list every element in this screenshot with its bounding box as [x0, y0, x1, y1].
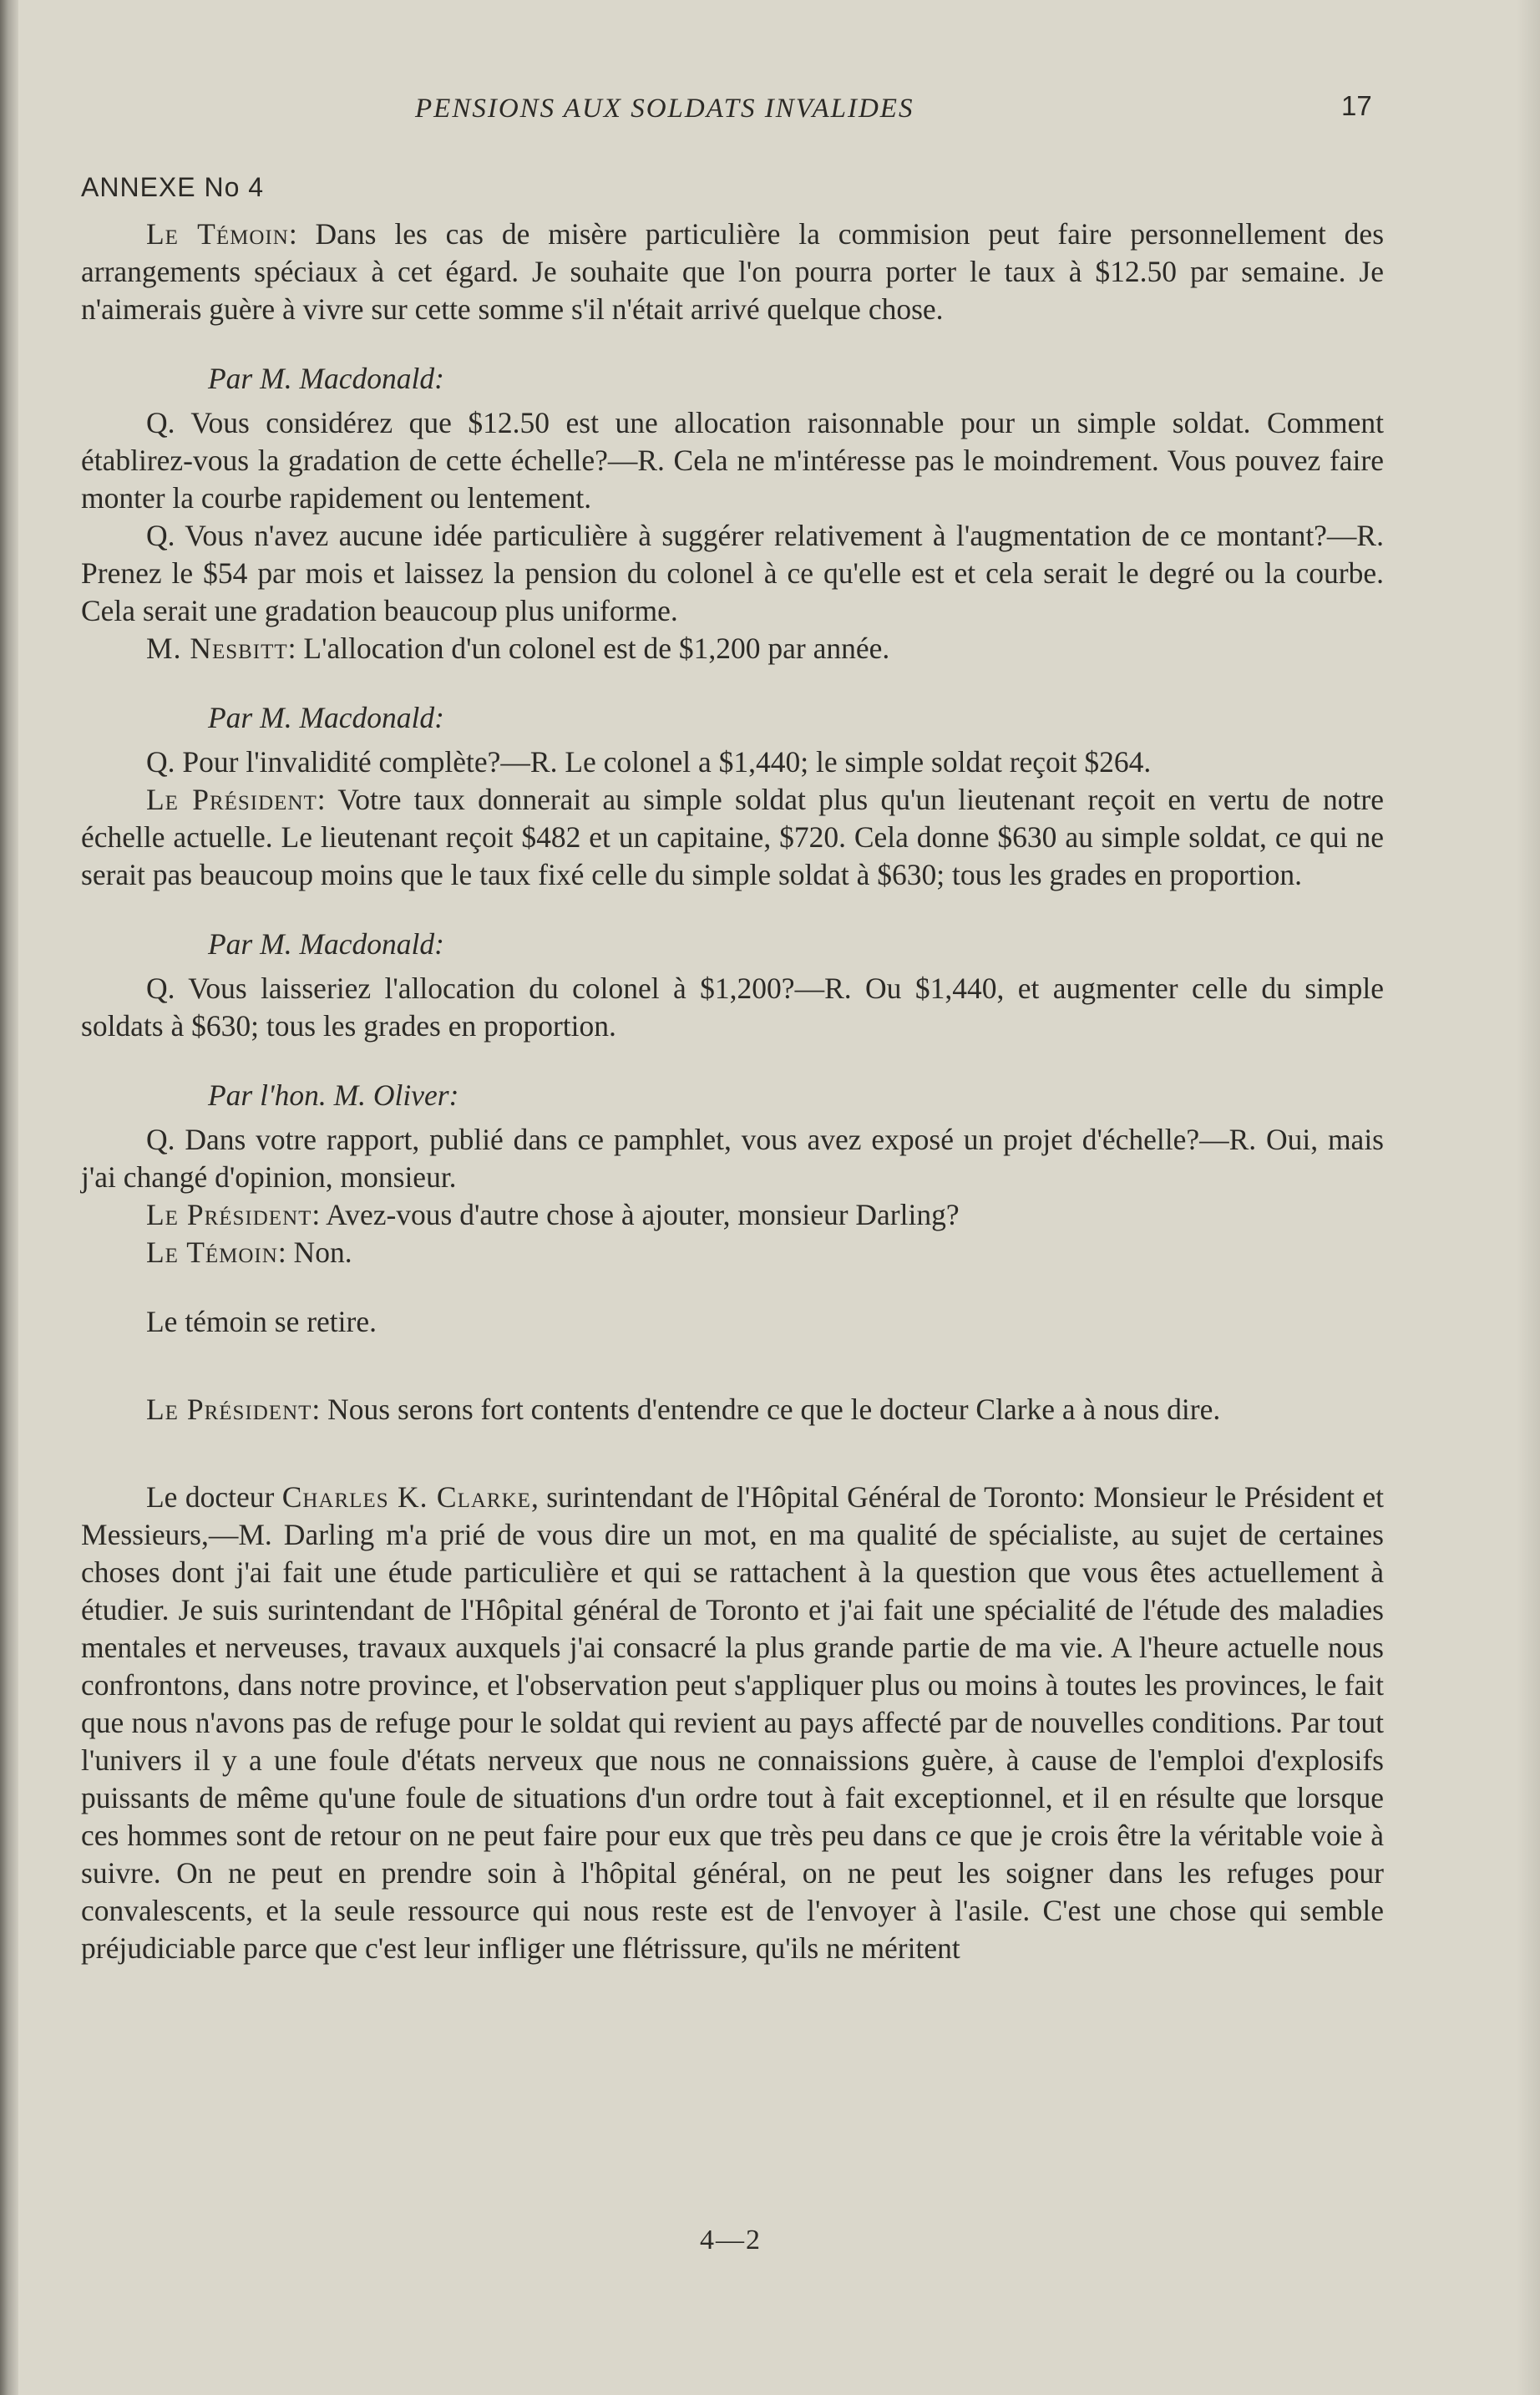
examiner-heading: Par M. Macdonald:: [208, 362, 444, 395]
question-answer: Q. Pour l'invalidité complète?—R. Le colonel a $1,440; le simple soldat reçoit $264.: [146, 745, 1152, 779]
speaker-name: Le Président: [146, 783, 317, 816]
paragraph-text: : Votre taux donnerait au simple soldat plus qu'un lieutenant reçoit en vertu de notre échelle actuelle. Le lieutenant reçoit $482 et un capitaine, $720. Cela donne $630 au simple soldat, ce qui ne serait pas beaucoup moins que le taux fixé celle du simple soldat à $630; tous les grades en proportion.: [81, 783, 1384, 891]
page-number: 17: [1341, 90, 1372, 121]
annex-label: ANNEXE No 4: [81, 172, 265, 202]
paragraph-text: : Dans les cas de misère particulière la commision peut faire personnellement des arrangements spéciaux à cet égard. Je souhaite que l'on pourra porter le taux à $12.50 par semaine. Je n'aimerais guère à vivre sur cette somme s'il n'était arrivé quelque chose.: [81, 217, 1385, 326]
paragraph-witness-2: [81, 1234, 1384, 1271]
paragraph-witness-1: [81, 216, 1384, 328]
paragraph-text: : Non.: [277, 1236, 352, 1269]
paragraph-president-2: [81, 1196, 1384, 1234]
question-answer: Q. Vous considérez que $12.50 est une allocation raisonnable pour un simple soldat. Comment établirez-vous la gradation de cette échelle?—R. Cela ne m'intéresse pas le moindrement. Vous pouvez faire monter la courbe rapidement ou lentement.: [81, 406, 1384, 515]
speaker-name: Le Président: [146, 1393, 312, 1426]
body-text: [81, 216, 1384, 1967]
speaker-name: M. Nesbitt: [146, 632, 288, 665]
question-answer: Q. Vous laisseriez l'allocation du colonel à $1,200?—R. Ou $1,440, et augmenter celle du simple soldats à $630; tous les grades en proportion.: [81, 972, 1384, 1043]
examiner-heading: Par M. Macdonald:: [208, 701, 444, 734]
paragraph-text: : Avez-vous d'autre chose à ajouter, monsieur Darling?: [312, 1198, 960, 1231]
witness-withdraws: Le témoin se retire.: [146, 1305, 377, 1338]
examiner-heading: Par l'hon. M. Oliver:: [208, 1078, 459, 1112]
speaker-name: Charles K. Clarke: [281, 1480, 531, 1514]
paragraph-text: , surintendant de l'Hôpital Général de Toronto: Monsieur le Président et Messieurs,—M. Darling m'a prié de vous dire un mot, en ma qualité de spécialiste, au sujet de certaines choses dont j'ai fait une étude particulière et qui se rattachent à la question que vous êtes actuellement à étudier. Je suis surintendant de l'Hôpital général de Toronto et j'ai fait une spécialité de l'étude des maladies mentales et nerveuses, travaux auxquels j'ai consacré la plus grande partie de ma vie. A l'heure actuelle nous confrontons, dans notre province, et l'observation peut s'appliquer plus ou moins à toutes les provinces, le fait que nous n'avons pas de refuge pour le soldat qui revient au pays affecté par de nouvelles conditions. Par tout l'univers il y a une foule d'états nerveux que nous ne connaissions guère, à cause de l'emploi d'explosifs puissants de même qu'une foule de situations d'un ordre tout à fait exceptionnel, et il en résulte que lorsque ces hommes sont de retour on ne peut faire pour eux que très peu dans ce que je crois être la véritable voie à suivre. On ne peut en prendre soin à l'hôpital général, on ne peut les soigner dans les refuges pour convalescents, et la seule ressource qui nous reste est de l'envoyer à l'asile. C'est une chose qui semble préjudiciable parce que c'est leur infliger une flétrissure, qu'ils ne méritent: [81, 1480, 1384, 1965]
paragraph-president-3: [81, 1391, 1384, 1428]
paragraph-clarke: [81, 1479, 1384, 1967]
signature-mark: 4—2: [700, 2225, 762, 2255]
paragraph-text: : L'allocation d'un colonel est de $1,200 par année.: [287, 632, 890, 665]
paragraph-prefix: Le docteur: [146, 1480, 282, 1514]
examiner-heading: Par M. Macdonald:: [208, 927, 444, 961]
speaker-name: Le Président: [146, 1198, 312, 1231]
question-answer: Q. Vous n'avez aucune idée particulière à suggérer relativement à l'augmentation de ce montant?—R. Prenez le $54 par mois et laissez la pension du colonel à ce qu'elle est et cela serait le degré ou la courbe. Cela serait une gradation beaucoup plus uniforme.: [81, 519, 1384, 627]
paragraph-president-1: [81, 781, 1384, 894]
question-answer: Q. Dans votre rapport, publié dans ce pamphlet, vous avez exposé un projet d'échelle?—R. Oui, mais j'ai changé d'opinion, monsieur.: [81, 1123, 1384, 1194]
speaker-name: Le Témoin: [146, 1236, 278, 1269]
paragraph-text: : Nous serons fort contents d'entendre ce que le docteur Clarke a à nous dire.: [312, 1393, 1221, 1426]
speaker-name: Le Témoin: [146, 217, 289, 251]
paragraph-nesbitt: [81, 630, 1384, 667]
running-head: PENSIONS AUX SOLDATS INVALIDES: [415, 94, 914, 124]
